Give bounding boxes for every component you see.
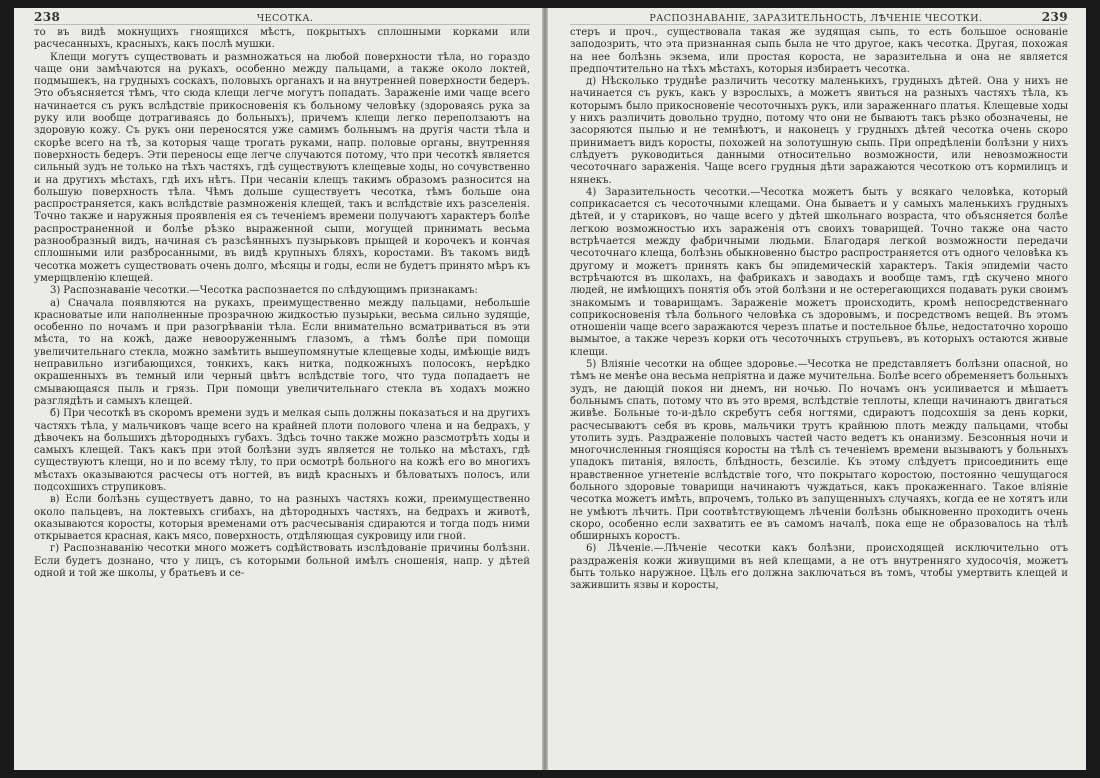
right-page-number: 239 — [1041, 10, 1068, 24]
left-page-text — [34, 27, 530, 580]
left-page-header — [34, 10, 530, 25]
left-page-number: 238 — [34, 10, 61, 24]
left-page — [14, 8, 542, 770]
paragraph: Клещи могутъ существовать и размножаться на любой поверхности тѣла, но гораздо чаще они замѣчаются на рукахъ, особенно между пальцами, а также около локтей, подмышекъ, на грудныхъ соскахъ, половыхъ органахъ и на внутренней поверхности бедеръ. Это объясняется тѣмъ, что сюда клещи легче могутъ попадать. Зараженіе ими чаще всего начинается съ рукъ вслѣдствіе прикосновенія къ больному человѣку (здороваясь рука за руку или вообще дотрагиваясь до больныхъ), причемъ клещи легко переползаютъ на здоровую кожу. Съ рукъ они переносятся уже самимъ больнымъ на другія части тѣла и скорѣе всего на тѣ, за которыя чаще трогать руками, напр. половые органы, внутренняя поверхность бедеръ. Эти переносы еще легче случаются потому, что при чесоткѣ является сильный зудъ не только на тѣхъ частяхъ, гдѣ существуютъ клещевые ходы, но сочувственно и на другихъ мѣстахъ, гдѣ ихъ нѣтъ. При чесаніи клещъ такимъ образомъ разносится на большую поверхность тѣла. Чѣмъ дольше существуетъ чесотка, тѣмъ больше она распространяется, какъ вслѣдствіе размноженія клещей, такъ и вслѣдствіе ихъ разселенія. Точно также и наружныя проявленія ея съ теченіемъ времени получаютъ характеръ болѣе распространенной и болѣе рѣзко выраженной сыпи, могущей принимать весьма разнообразный видъ, начиная съ разсѣянныхъ пузырьковъ прыщей и корочекъ и кончая сплошными или разбросанными, въ видѣ крупныхъ бляхъ, коростами. Въ такомъ видѣ чесотка можетъ существовать очень долго, мѣсяцы и годы, если не будетъ принято мѣръ къ умерщвленію клещей. — [34, 51, 530, 284]
left-running-head: ЧЕСОТКА. — [256, 13, 314, 24]
right-page-header — [570, 10, 1068, 25]
paragraph: в) Если болѣзнь существуетъ давно, то на разныхъ частяхъ кожи, преимущественно около пальцевъ, на локтевыхъ сгибахъ, на дѣтородныхъ частяхъ, на бедрахъ и животѣ, оказываются коросты, которыя временами отъ расчесыванія сдираются и тогда подъ ними открывается красная, какъ мясо, поверхность, отдѣляющая сукровицу или гной. — [34, 494, 530, 543]
paragraph: б) При чесоткѣ въ скоромъ времени зудъ и мелкая сыпь должны показаться и на другихъ частяхъ тѣла, у мальчиковъ чаще всего на крайней плоти полового члена и на бедрахъ, у дѣвочекъ на большихъ дѣтородныхъ губахъ. Здѣсь точно также можно разсмотрѣть ходы и самыхъ клещей. Такъ какъ при этой болѣзни зудъ является не только на мѣстахъ, гдѣ существуютъ клещи, но и по всему тѣлу, то при осмотрѣ больного на кожѣ его во многихъ мѣстахъ оказываются расчесы отъ ногтей, въ видѣ красныхъ и бѣловатыхъ полосъ, или подсохшихъ струпиковъ. — [34, 408, 530, 493]
right-running-head: РАСПОЗНАВАНІЕ, ЗАРАЗИТЕЛЬНОСТЬ, ЛѢЧЕНІЕ ЧЕСОТКИ. — [649, 13, 983, 24]
paragraph: 4) Заразительность чесотки.—Чесотка можетъ быть у всякаго человѣка, который соприкасается съ чесоточными клещами. Она бываетъ и у самыхъ маленькихъ грудныхъ дѣтей, и у стариковъ, но чаще всего у дѣтей школьнаго возраста, что объясняется болѣе легкою возможностью ихъ зараженія отъ своихъ товарищей. Точно также она часто встрѣчается между фабричными людьми. Благодаря легкой возможности передачи чесоточнаго клеща, болѣзнь обыкновенно быстро распространяется отъ одного человѣка къ другому и можетъ принять какъ бы эпидемическій характеръ. Такія эпидеміи часто встрѣчаются въ школахъ, на фабрикахъ и заводахъ и вообще тамъ, гдѣ скучено много людей, не имѣющихъ понятія объ этой болѣзни и не остерегающихся подавать руки своимъ знакомымъ и товарищамъ. Зараженіе можетъ происходить, кромѣ непосредственнаго соприкосновенія тѣла больного человѣка съ здоровымъ, и посредствомъ вещей. Въ этомъ отношеніи чаще всего заражаются черезъ платье и постельное бѣлье, недостаточно хорошо вымытое, а также черезъ корки отъ чесоточныхъ струпьевъ, въ которыхъ остаются живые клещи. — [570, 186, 1068, 358]
right-page — [546, 8, 1086, 770]
paragraph: то въ видѣ мокнущихъ гноящихся мѣстъ, покрытыхъ сплошными корками или расчесанныхъ, красныхъ, какъ послѣ мушки. — [34, 27, 530, 51]
paragraph: 3) Распознаваніе чесотки.—Чесотка распознается по слѣдующимъ признакамъ: — [50, 285, 478, 297]
right-page-text — [570, 27, 1068, 593]
paragraph: д) Нѣсколько труднѣе различить чесотку маленькихъ, грудныхъ дѣтей. Она у нихъ не начинается съ рукъ, какъ у взрослыхъ, а можетъ явиться на разныхъ частяхъ тѣла, къ которымъ было прикосновеніе чесоточныхъ рукъ, или зараженнаго платья. Клещевые ходы у нихъ различить довольно трудно, потому что они не бываютъ такъ рѣзко обозначены, не засоряются пылью и не темнѣютъ, и наконецъ у грудныхъ дѣтей чесотка очень скоро принимаетъ видъ коросты, похожей на золотушную сыпь. При опредѣленіи болѣзни у нихъ слѣдуетъ руководиться данными относительно возможности, или невозможности чесоточнаго зараженія. Чаще всего грудныя дѣти заражаются чесоткою отъ кормилицъ и нянекъ. — [570, 76, 1068, 186]
paragraph: стеръ и проч., существовала такая же зудящая сыпь, то есть большое основаніе заподозрить, что эта признанная сыпь была не что другое, какъ чесотка. Другая, похожая на нее болѣзнь экзема, или простая короста, не заразительна и она не является предпочтительно на тѣхъ мѣстахъ, которыя избираетъ чесотка. — [570, 27, 1068, 75]
book-gutter — [542, 8, 548, 770]
paragraph: а) Сначала появляются на рукахъ, преимущественно между пальцами, небольшіе красноватые или наполненные прозрачною жидкостью пузырьки, весьма сильно зудящіе, особенно по ночамъ и при разогрѣваніи тѣла. Если внимательно всматриваться въ эти мѣста, то на кожѣ, даже невооруженнымъ глазомъ, а тѣмъ болѣе при помощи увеличительнаго стекла, можно замѣтить вышеупомянутые клещевые ходы, имѣющіе видъ неправильно изгибающихся, тонкихъ, какъ нитка, подкожныхъ полосокъ, нерѣдко окрашенныхъ въ темный или черный цвѣтъ вслѣдствіе того, что туда попадаетъ не смывающаяся пыль и грязь. При помощи увеличительнаго стекла въ ходахъ можно разглядѣть и самыхъ клещей. — [34, 297, 530, 407]
book-spread — [14, 8, 1086, 770]
paragraph: 5) Вліяніе чесотки на общее здоровье.—Чесотка не представляетъ болѣзни опасной, но тѣмъ не менѣе она весьма непріятна и даже мучительна. Болѣе всего обременяетъ больныхъ зудъ, не дающій покоя ни днемъ, ни ночью. По ночамъ онъ усиливается и мѣшаетъ больнымъ спать, потому что въ это время, вслѣдствіе теплоты, клещи начинаютъ двигаться живѣе. Больные то-и-дѣло скребутъ себя ногтями, сдираютъ подсохшія за день корки, расчесываютъ себя въ кровь, мальчики трутъ крайнюю плоть между пальцами, чтобы утолить зудъ. Раздраженіе половыхъ частей часто ведетъ къ онанизму. Безсонныя ночи и многочисленныя гноящіяся коросты на тѣлѣ съ теченіемъ времени вызываютъ у больныхъ упадокъ питанія, вялость, блѣдность, безсиліе. Къ этому слѣдуетъ присоединить еще нравственное угнетеніе вслѣдствіе того, что покрытаго коростою, постоянно чешущагося больного здоровые товарищи начинаютъ чуждаться, какъ прокаженнаго. Такое вліяніе чесотка можетъ имѣть, впрочемъ, только въ запущенныхъ случаяхъ, когда ее не хотятъ или не умѣютъ лѣчить. При соотвѣтствующемъ лѣченіи болѣзнь обыкновенно проходитъ очень скоро, особенно если захватить ее въ самомъ началѣ, пока еще не образовалось на тѣлѣ обширныхъ коростъ. — [570, 359, 1068, 543]
paragraph: г) Распознаванію чесотки много можетъ содѣйствовать изслѣдованіе причины болѣзни. Если будетъ дознано, что у лицъ, съ которыми больной имѣлъ сношенія, напр. у дѣтей одной и той же школы, у братьевъ и се- — [34, 543, 530, 580]
paragraph: 6) Лѣченіе.—Лѣченіе чесотки какъ болѣзни, происходящей исключительно отъ раздраженія кожи живущими въ ней клещами, а не отъ внутренняго худосочія, можетъ быть только наружное. Цѣль его должна заключаться въ томъ, чтобы умертвить клещей и зажившить язвы и коросты, — [570, 543, 1068, 592]
